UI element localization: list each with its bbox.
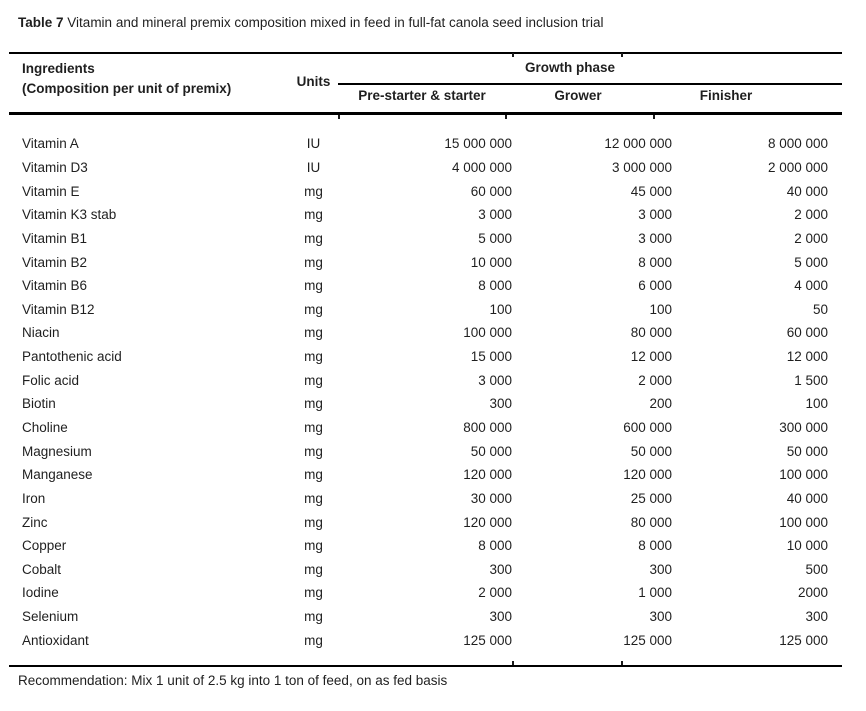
value-cell-prestarter-starter: 300: [489, 561, 512, 577]
value-cell-finisher: 50: [812, 301, 828, 317]
value-cell-prestarter-starter: 100 000: [463, 325, 512, 341]
value-cell-finisher: 60 000: [786, 325, 828, 341]
table-row: [0, 581, 866, 605]
table-footnote: Recommendation: Mix 1 unit of 2.5 kg into 1 ton of feed, on as fed basis: [18, 673, 448, 688]
cell-border-tick: [653, 115, 655, 119]
table-row: [0, 274, 866, 298]
table-row: [0, 250, 866, 274]
ingredient-cell: Folic acid: [22, 372, 80, 388]
value-cell-finisher: 40 000: [786, 183, 828, 199]
value-cell-finisher: 5 000: [794, 254, 828, 270]
ingredient-cell: Vitamin B12: [22, 301, 95, 317]
value-cell-grower: 3 000: [638, 230, 672, 246]
value-cell-grower: 300: [649, 561, 672, 577]
table-bottom-rule: [9, 665, 842, 667]
table-row: [0, 558, 866, 582]
value-cell-grower: 8 000: [638, 538, 672, 554]
ingredient-cell: Vitamin B6: [22, 278, 88, 294]
value-cell-finisher: 50 000: [786, 443, 828, 459]
table-row: [0, 132, 866, 156]
value-cell-finisher: 2 000: [794, 207, 828, 223]
table-row: [0, 439, 866, 463]
value-cell-finisher: 2 000: [794, 230, 828, 246]
units-cell: mg: [304, 278, 323, 294]
value-cell-grower: 2 000: [638, 372, 672, 388]
units-cell: IU: [306, 159, 321, 175]
value-cell-grower: 50 000: [630, 443, 672, 459]
ingredient-cell: Cobalt: [22, 561, 62, 577]
table-row: [0, 345, 866, 369]
column-header-ingredients-line1: Ingredients: [22, 61, 95, 76]
units-cell: mg: [304, 325, 323, 341]
value-cell-grower: 25 000: [630, 490, 672, 506]
value-cell-finisher: 125 000: [779, 632, 828, 648]
value-cell-finisher: 12 000: [786, 349, 828, 365]
value-cell-prestarter-starter: 3 000: [478, 207, 512, 223]
value-cell-prestarter-starter: 15 000 000: [444, 136, 512, 152]
value-cell-finisher: 300 000: [779, 420, 828, 435]
value-cell-finisher: 40 000: [786, 490, 828, 506]
table-row: [0, 416, 866, 440]
units-cell: mg: [304, 443, 323, 459]
table-row: [0, 321, 866, 345]
value-cell-grower: 300: [649, 609, 672, 625]
ingredient-cell: Magnesium: [22, 443, 92, 459]
ingredient-cell: Vitamin A: [22, 136, 79, 152]
value-cell-prestarter-starter: 125 000: [463, 632, 512, 648]
table-row: [0, 534, 866, 558]
value-cell-grower: 1 000: [638, 585, 672, 601]
value-cell-finisher: 100 000: [779, 467, 828, 483]
table-row: [0, 463, 866, 487]
value-cell-prestarter-starter: 300: [489, 396, 512, 412]
table-row: [0, 628, 866, 652]
value-cell-finisher: 300: [805, 609, 828, 625]
units-cell: IU: [306, 136, 321, 152]
cell-border-tick: [338, 115, 340, 119]
ingredient-cell: Manganese: [22, 467, 93, 483]
column-header-ingredients: [22, 59, 231, 99]
units-cell: mg: [304, 632, 323, 648]
value-cell-grower: 3 000 000: [611, 159, 672, 175]
ingredient-cell: Copper: [22, 538, 67, 554]
units-cell: mg: [304, 609, 323, 625]
value-cell-prestarter-starter: 8 000: [478, 278, 512, 294]
header-bottom-rule: [9, 112, 842, 115]
value-cell-grower: 120 000: [623, 467, 672, 483]
value-cell-grower: 600 000: [623, 420, 672, 435]
table-row: [0, 605, 866, 629]
ingredient-cell: Iron: [22, 490, 46, 506]
ingredient-cell: Pantothenic acid: [22, 349, 122, 365]
table-caption-label: Table 7: [18, 15, 64, 30]
table-row: [0, 297, 866, 321]
value-cell-grower: 100: [649, 301, 672, 317]
ingredient-cell: Choline: [22, 420, 68, 435]
value-cell-finisher: 8 000 000: [767, 136, 828, 152]
units-cell: mg: [304, 514, 323, 530]
table-caption: [18, 14, 604, 31]
ingredient-cell: Vitamin B1: [22, 230, 88, 246]
value-cell-prestarter-starter: 100: [489, 301, 512, 317]
value-cell-prestarter-starter: 5 000: [478, 230, 512, 246]
ingredient-cell: Selenium: [22, 609, 79, 625]
value-cell-prestarter-starter: 300: [489, 609, 512, 625]
value-cell-finisher: 4 000: [794, 278, 828, 294]
units-cell: mg: [304, 490, 323, 506]
ingredient-cell: Biotin: [22, 396, 56, 412]
value-cell-prestarter-starter: 15 000: [470, 349, 512, 365]
column-header-units: Units: [296, 74, 331, 89]
value-cell-prestarter-starter: 10 000: [470, 254, 512, 270]
value-cell-grower: 125 000: [623, 632, 672, 648]
value-cell-grower: 3 000: [638, 207, 672, 223]
table-top-rule: [9, 52, 842, 54]
units-cell: mg: [304, 538, 323, 554]
value-cell-grower: 6 000: [638, 278, 672, 294]
ingredient-cell: Vitamin K3 stab: [22, 207, 117, 223]
table-row: [0, 392, 866, 416]
value-cell-finisher: 100: [805, 396, 828, 412]
value-cell-grower: 8 000: [638, 254, 672, 270]
units-cell: mg: [304, 561, 323, 577]
column-group-header-growth-phase: Growth phase: [524, 60, 616, 75]
value-cell-prestarter-starter: 30 000: [470, 490, 512, 506]
table-row: [0, 227, 866, 251]
value-cell-prestarter-starter: 60 000: [470, 183, 512, 199]
growth-phase-underline-rule: [338, 83, 842, 85]
table-row: [0, 156, 866, 180]
units-cell: mg: [304, 396, 323, 412]
units-cell: mg: [304, 254, 323, 270]
column-header-ingredients-line2: (Composition per unit of premix): [22, 81, 232, 96]
value-cell-grower: 45 000: [630, 183, 672, 199]
value-cell-prestarter-starter: 2 000: [478, 585, 512, 601]
column-header-finisher: Finisher: [699, 88, 753, 103]
units-cell: mg: [304, 420, 323, 435]
units-cell: mg: [304, 183, 323, 199]
value-cell-grower: 200: [649, 396, 672, 412]
units-cell: mg: [304, 207, 323, 223]
table-row: [0, 487, 866, 511]
value-cell-prestarter-starter: 120 000: [463, 514, 512, 530]
value-cell-prestarter-starter: 8 000: [478, 538, 512, 554]
value-cell-prestarter-starter: 4 000 000: [451, 159, 512, 175]
value-cell-finisher: 10 000: [786, 538, 828, 554]
ingredient-cell: Vitamin B2: [22, 254, 88, 270]
value-cell-grower: 12 000: [630, 349, 672, 365]
value-cell-finisher: 1 500: [794, 372, 828, 388]
table-row: [0, 203, 866, 227]
table-row: [0, 179, 866, 203]
value-cell-prestarter-starter: 800 000: [463, 420, 512, 435]
ingredient-cell: Vitamin D3: [22, 159, 88, 175]
table-row: [0, 368, 866, 392]
column-header-prestarter-starter: Pre-starter & starter: [358, 88, 486, 103]
units-cell: mg: [304, 585, 323, 601]
ingredient-cell: Zinc: [22, 514, 48, 530]
column-header-grower: Grower: [554, 88, 602, 103]
units-cell: mg: [304, 467, 323, 483]
table-body: [0, 132, 866, 652]
value-cell-finisher: 2000: [797, 585, 828, 601]
ingredient-cell: Vitamin E: [22, 183, 80, 199]
ingredient-cell: Iodine: [22, 585, 59, 601]
value-cell-prestarter-starter: 50 000: [470, 443, 512, 459]
value-cell-finisher: 500: [805, 561, 828, 577]
value-cell-grower: 80 000: [630, 325, 672, 341]
value-cell-finisher: 2 000 000: [767, 159, 828, 175]
table-caption-text: Vitamin and mineral premix composition mixed in feed in full-fat canola seed inclusion trial: [67, 15, 604, 30]
value-cell-grower: 80 000: [630, 514, 672, 530]
units-cell: mg: [304, 230, 323, 246]
table-row: [0, 510, 866, 534]
value-cell-prestarter-starter: 3 000: [478, 372, 512, 388]
ingredient-cell: Antioxidant: [22, 632, 89, 648]
value-cell-grower: 12 000 000: [604, 136, 672, 152]
cell-border-tick: [621, 53, 623, 57]
cell-border-tick: [512, 53, 514, 57]
units-cell: mg: [304, 301, 323, 317]
ingredient-cell: Niacin: [22, 325, 60, 341]
value-cell-finisher: 100 000: [779, 514, 828, 530]
value-cell-prestarter-starter: 120 000: [463, 467, 512, 483]
cell-border-tick: [505, 115, 507, 119]
units-cell: mg: [304, 372, 323, 388]
units-cell: mg: [304, 349, 323, 365]
